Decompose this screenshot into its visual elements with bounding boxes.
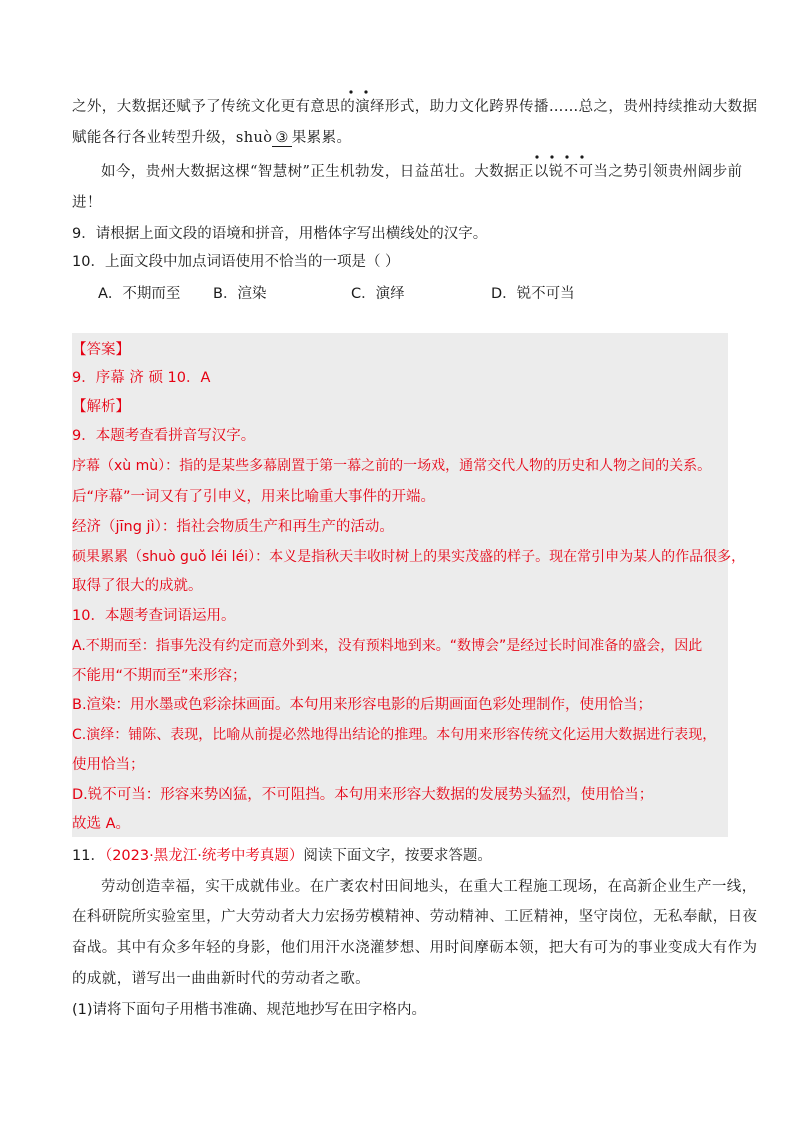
- analysis-line: B.渲染：用水墨或色彩涂抹画面。本句用来形容电影的后期画面色彩处理制作，使用恰当；: [72, 697, 653, 713]
- question-number: 11．: [72, 848, 105, 864]
- q11-sub-question-1: (1)请将下面句子用楷书准确、规范地抄写在田字格内。: [72, 1002, 427, 1018]
- analysis-line: 硕果累累（shuò guǒ léi léi）：本义是指秋天丰收时树上的果实茂盛的样子。现在常引申为某人的作品很多，: [72, 549, 746, 565]
- emphasis-dot: [349, 90, 352, 93]
- emphasis-dot: [565, 155, 568, 158]
- analysis-line: 取得了很大的成就。: [72, 578, 203, 594]
- analysis-line: 不能用“不期而至”来形容；: [72, 668, 247, 684]
- answer-heading: 【答案】: [72, 342, 130, 358]
- analysis-line: 序幕（xù mù）：指的是某些多幕剧置于第一幕之前的一场戏，通常交代人物的历史和人物之间的关系。: [72, 458, 712, 474]
- passage-text: 之外，大数据还赋予了传统文化更有意思的: [72, 99, 356, 115]
- blank-3: ③: [272, 130, 291, 147]
- question-11-header: [72, 846, 492, 866]
- passage-text: 之势引领贵州阔步前: [608, 164, 743, 180]
- q11-passage-line: 奋战。其中有众多年轻的身影，他们用汗水浇灌梦想、用时间摩砺本领，把大有可为的事业变成大有作为: [72, 940, 758, 956]
- question-instruction: 阅读下面文字，按要求答题。: [303, 848, 492, 864]
- analysis-line: 9．本题考查看拼音写汉字。: [72, 428, 256, 444]
- analysis-line: C.演绎：铺陈、表现，比喻从前提必然地得出结论的推理。本句用来形容传统文化运用大数据进行表现，: [72, 727, 717, 743]
- passage-text: 进！: [72, 195, 102, 211]
- q11-passage-line: 在科研院所实验室里，广大劳动者大力宏扬劳模精神、劳动精神、工匠精神，坚守岗位，无私奉献，日夜: [72, 909, 758, 925]
- passage-text: 如今，贵州大数据这棵“智慧树”正生机勃发，日益茁壮。大数据正以: [101, 164, 549, 180]
- option-d: D．锐不可当: [491, 286, 575, 302]
- passage-text: 形式，助力文化跨界传播……总之，贵州持续推动大数据: [384, 99, 758, 115]
- emphasis-dot: [550, 155, 553, 158]
- question-source: （2023·黑龙江·统考中考真题）: [104, 848, 304, 864]
- q11-passage-line: 劳动创造幸福，实干成就伟业。在广袤农村田间地头，在重大工程施工现场，在高新企业生产一线，: [101, 879, 757, 895]
- analysis-line: 故选 A。: [72, 816, 131, 832]
- analysis-line: D.锐不可当：形容来势凶猛，不可阻挡。本句用来形容大数据的发展势头猛烈，使用恰当；: [72, 787, 654, 803]
- option-b: B．渲染: [213, 286, 267, 302]
- emphasis-dot: [364, 90, 367, 93]
- question-9: 9．请根据上面文段的语境和拼音，用楷体字写出横线处的汉字。: [72, 226, 488, 242]
- dotted-word-yanyi: 演绎: [355, 99, 385, 115]
- analysis-line: A.不期而至：指事先没有约定而意外到来，没有预料地到来。“数博会”是经过长时间准备的盛会，因此: [72, 638, 703, 654]
- emphasis-dot: [580, 155, 583, 158]
- analysis-line: 经济（jīng jì）：指社会物质生产和再生产的活动。: [72, 519, 394, 535]
- q11-passage-line: 的成就，谱写出一曲曲新时代的劳动者之歌。: [72, 971, 370, 987]
- passage-text: 赋能各行各业转型升级，shuò: [72, 130, 273, 146]
- analysis-line: 后“序幕”一词又有了引申义，用来比喻重大事件的开端。: [72, 489, 436, 505]
- dotted-word-ruibukedang: 锐不可当: [548, 164, 609, 180]
- passage-text: 果累累。: [291, 130, 352, 146]
- analysis-heading: 【解析】: [72, 399, 130, 415]
- question-10: 10．上面文段中加点词语使用不恰当的一项是（ ）: [72, 254, 400, 270]
- option-c: C．演绎: [351, 286, 405, 302]
- answer-line: 9．序幕 济 硕 10．A: [72, 370, 211, 386]
- option-a: A．不期而至: [98, 286, 181, 302]
- emphasis-dot: [535, 155, 538, 158]
- analysis-line: 10．本题考查词语运用。: [72, 608, 236, 624]
- analysis-line: 使用恰当；: [72, 757, 145, 773]
